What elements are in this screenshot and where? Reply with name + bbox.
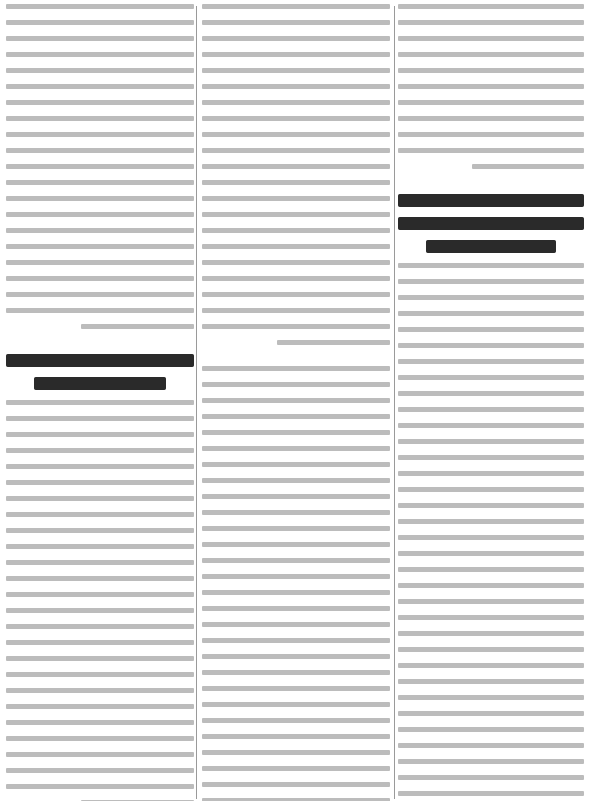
body-text-left-bottom xyxy=(6,400,194,801)
column-divider-right xyxy=(394,6,395,799)
article-column-middle xyxy=(202,4,390,801)
headline-left xyxy=(6,354,194,390)
article-column-left xyxy=(6,4,194,801)
body-text-left-top xyxy=(6,4,194,329)
body-text-middle-bottom xyxy=(202,366,390,801)
article-column-right xyxy=(398,4,584,801)
body-text-middle-top xyxy=(202,4,390,345)
body-text-right-bottom xyxy=(398,263,584,801)
column-divider-left xyxy=(196,6,197,799)
headline-right xyxy=(398,194,584,253)
body-text-right-top xyxy=(398,4,584,169)
